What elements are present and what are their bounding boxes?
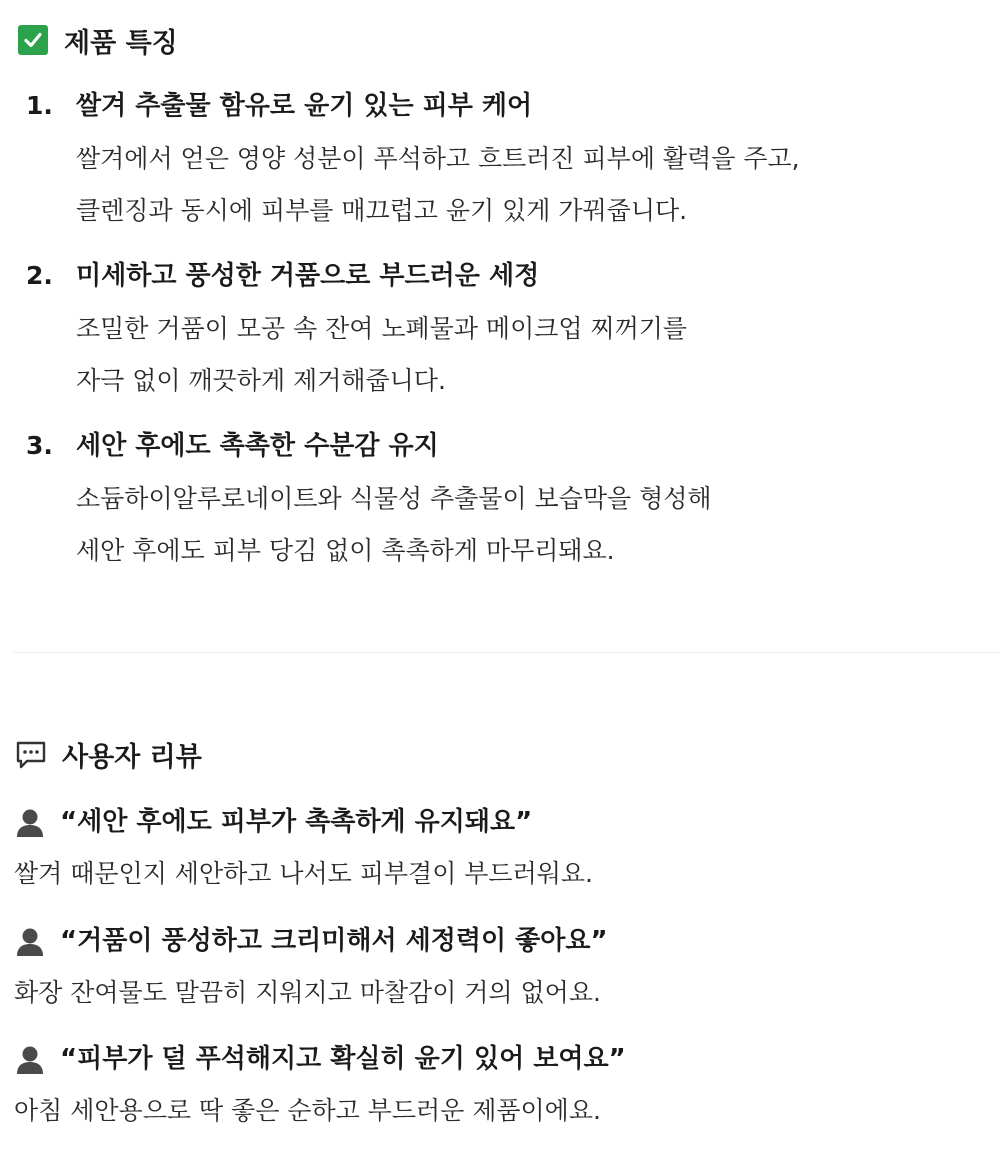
review-header <box>14 1042 626 1076</box>
feature-description-line: 세안 후에도 피부 당김 없이 촉촉하게 마무리돼요. <box>76 536 615 565</box>
feature-number: 2. <box>26 261 53 290</box>
review-title: “세안 후에도 피부가 촉촉하게 유지돼요” <box>60 807 533 837</box>
feature-description-line: 쌀겨에서 얻은 영양 성분이 푸석하고 흐트러진 피부에 활력을 주고, <box>76 144 800 173</box>
feature-title: 세안 후에도 촉촉한 수분감 유지 <box>76 431 439 461</box>
feature-title: 쌀겨 추출물 함유로 윤기 있는 피부 케어 <box>76 91 533 121</box>
review-header <box>14 805 532 839</box>
features-heading <box>0 20 1000 60</box>
section-divider <box>14 652 1000 653</box>
review-body: 화장 잔여물도 말끔히 지워지고 마찰감이 거의 없어요. <box>14 978 601 1007</box>
reviews-section <box>0 734 1000 774</box>
features-heading-text: 제품 특징 <box>64 27 178 59</box>
review-header <box>14 924 608 958</box>
feature-number: 1. <box>26 91 53 120</box>
feature-description-line: 자극 없이 깨끗하게 제거해줍니다. <box>76 366 446 395</box>
features-section <box>0 20 1000 60</box>
feature-description-line: 소듐하이알루로네이트와 식물성 추출물이 보습막을 형성해 <box>76 484 712 513</box>
review-body: 아침 세안용으로 딱 좋은 순하고 부드러운 제품이에요. <box>14 1096 601 1125</box>
review-title: “거품이 풍성하고 크리미해서 세정력이 좋아요” <box>60 926 608 956</box>
feature-description-line: 조밀한 거품이 모공 속 잔여 노폐물과 메이크업 찌꺼기를 <box>76 314 688 343</box>
person-silhouette-icon <box>14 806 46 838</box>
reviews-heading-text: 사용자 리뷰 <box>62 741 202 773</box>
speech-balloon-icon <box>14 737 48 771</box>
check-mark-box-icon <box>18 25 48 55</box>
feature-description-line: 클렌징과 동시에 피부를 매끄럽고 윤기 있게 가꿔줍니다. <box>76 196 688 225</box>
feature-number: 3. <box>26 431 53 460</box>
review-title: “피부가 덜 푸석해지고 확실히 윤기 있어 보여요” <box>60 1044 626 1074</box>
feature-title: 미세하고 풍성한 거품으로 부드러운 세정 <box>76 261 540 291</box>
review-body: 쌀겨 때문인지 세안하고 나서도 피부결이 부드러워요. <box>14 859 593 888</box>
reviews-heading <box>0 734 1000 774</box>
person-silhouette-icon <box>14 925 46 957</box>
person-silhouette-icon <box>14 1043 46 1075</box>
